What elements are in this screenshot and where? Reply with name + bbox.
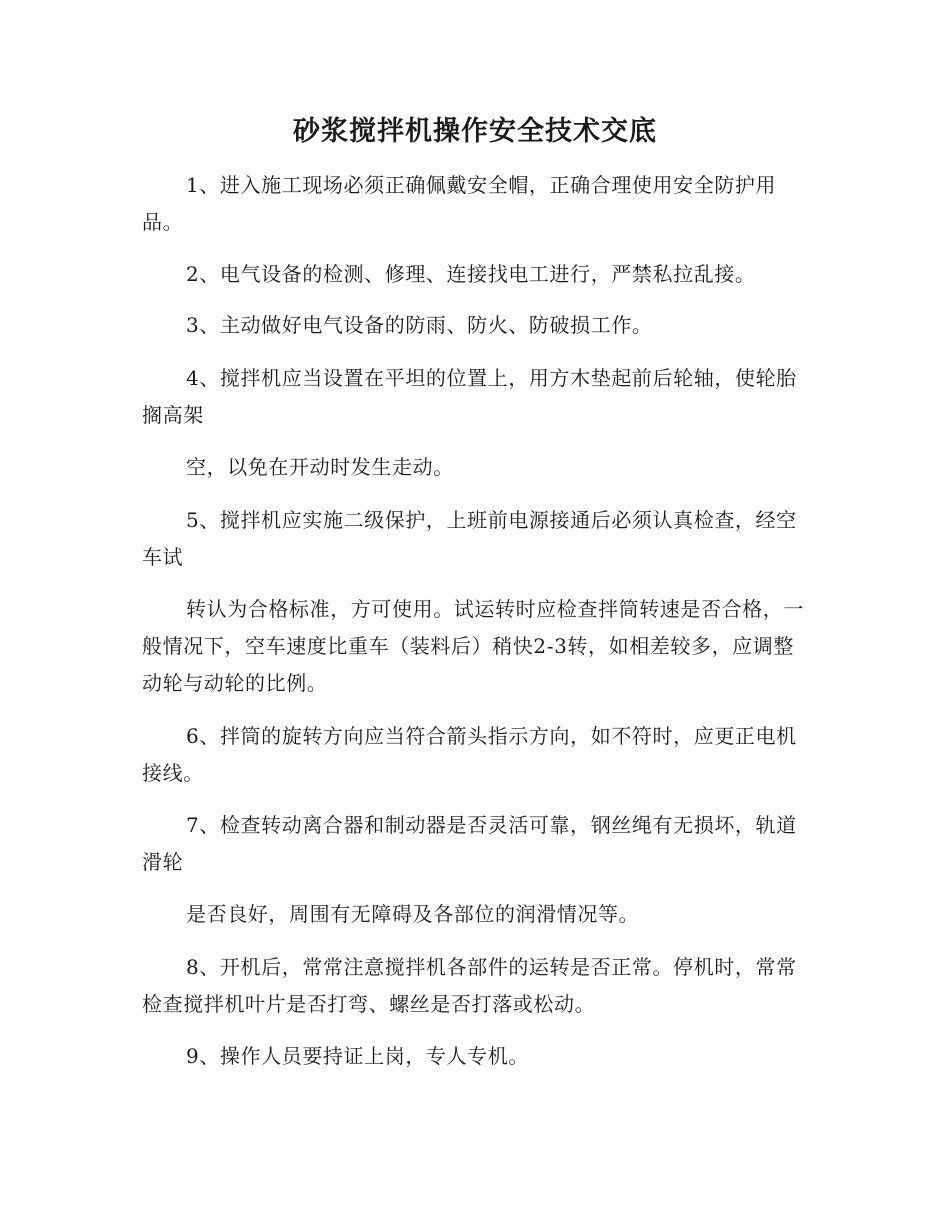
- paragraph-8: 8、开机后，常常注意搅拌机各部件的运转是否正常。停机时，常常检查搅拌机叶片是否打弯、螺丝是否打落或松动。: [142, 955, 797, 1016]
- paragraph-6: 6、拌筒的旋转方向应当符合箭头指示方向，如不符时，应更正电机接线。: [142, 724, 797, 785]
- paragraph-9: 9、操作人员要持证上岗，专人专机。: [186, 1044, 529, 1068]
- paragraph-2: 2、电气设备的检测、修理、连接找电工进行，严禁私拉乱接。: [186, 262, 756, 286]
- document-title: 砂浆搅拌机操作安全技术交底: [293, 116, 657, 147]
- paragraph-7: 7、检查转动离合器和制动器是否灵活可靠，钢丝绳有无损坏，轨道滑轮: [142, 813, 797, 874]
- paragraph-4: 4、搅拌机应当设置在平坦的位置上，用方木垫起前后轮轴，使轮胎搁高架: [142, 366, 797, 427]
- paragraph-7-continued: 是否良好，周围有无障碍及各部位的润滑情况等。: [186, 902, 640, 926]
- paragraph-3: 3、主动做好电气设备的防雨、防火、防破损工作。: [186, 313, 653, 337]
- paragraph-4-continued: 空，以免在开动时发生走动。: [186, 455, 454, 479]
- paragraph-1: 1、进入施工现场必须正确佩戴安全帽，正确合理使用安全防护用品。: [142, 173, 777, 234]
- paragraph-5-continued: 转认为合格标准，方可使用。试运转时应检查拌筒转速是否合格，一般情况下，空车速度比重车（装料后）稍快2-3转，如相差较多，应调整动轮与动轮的比例。: [142, 597, 804, 695]
- paragraph-5: 5、搅拌机应实施二级保护，上班前电源接通后必须认真检查，经空车试: [142, 508, 797, 569]
